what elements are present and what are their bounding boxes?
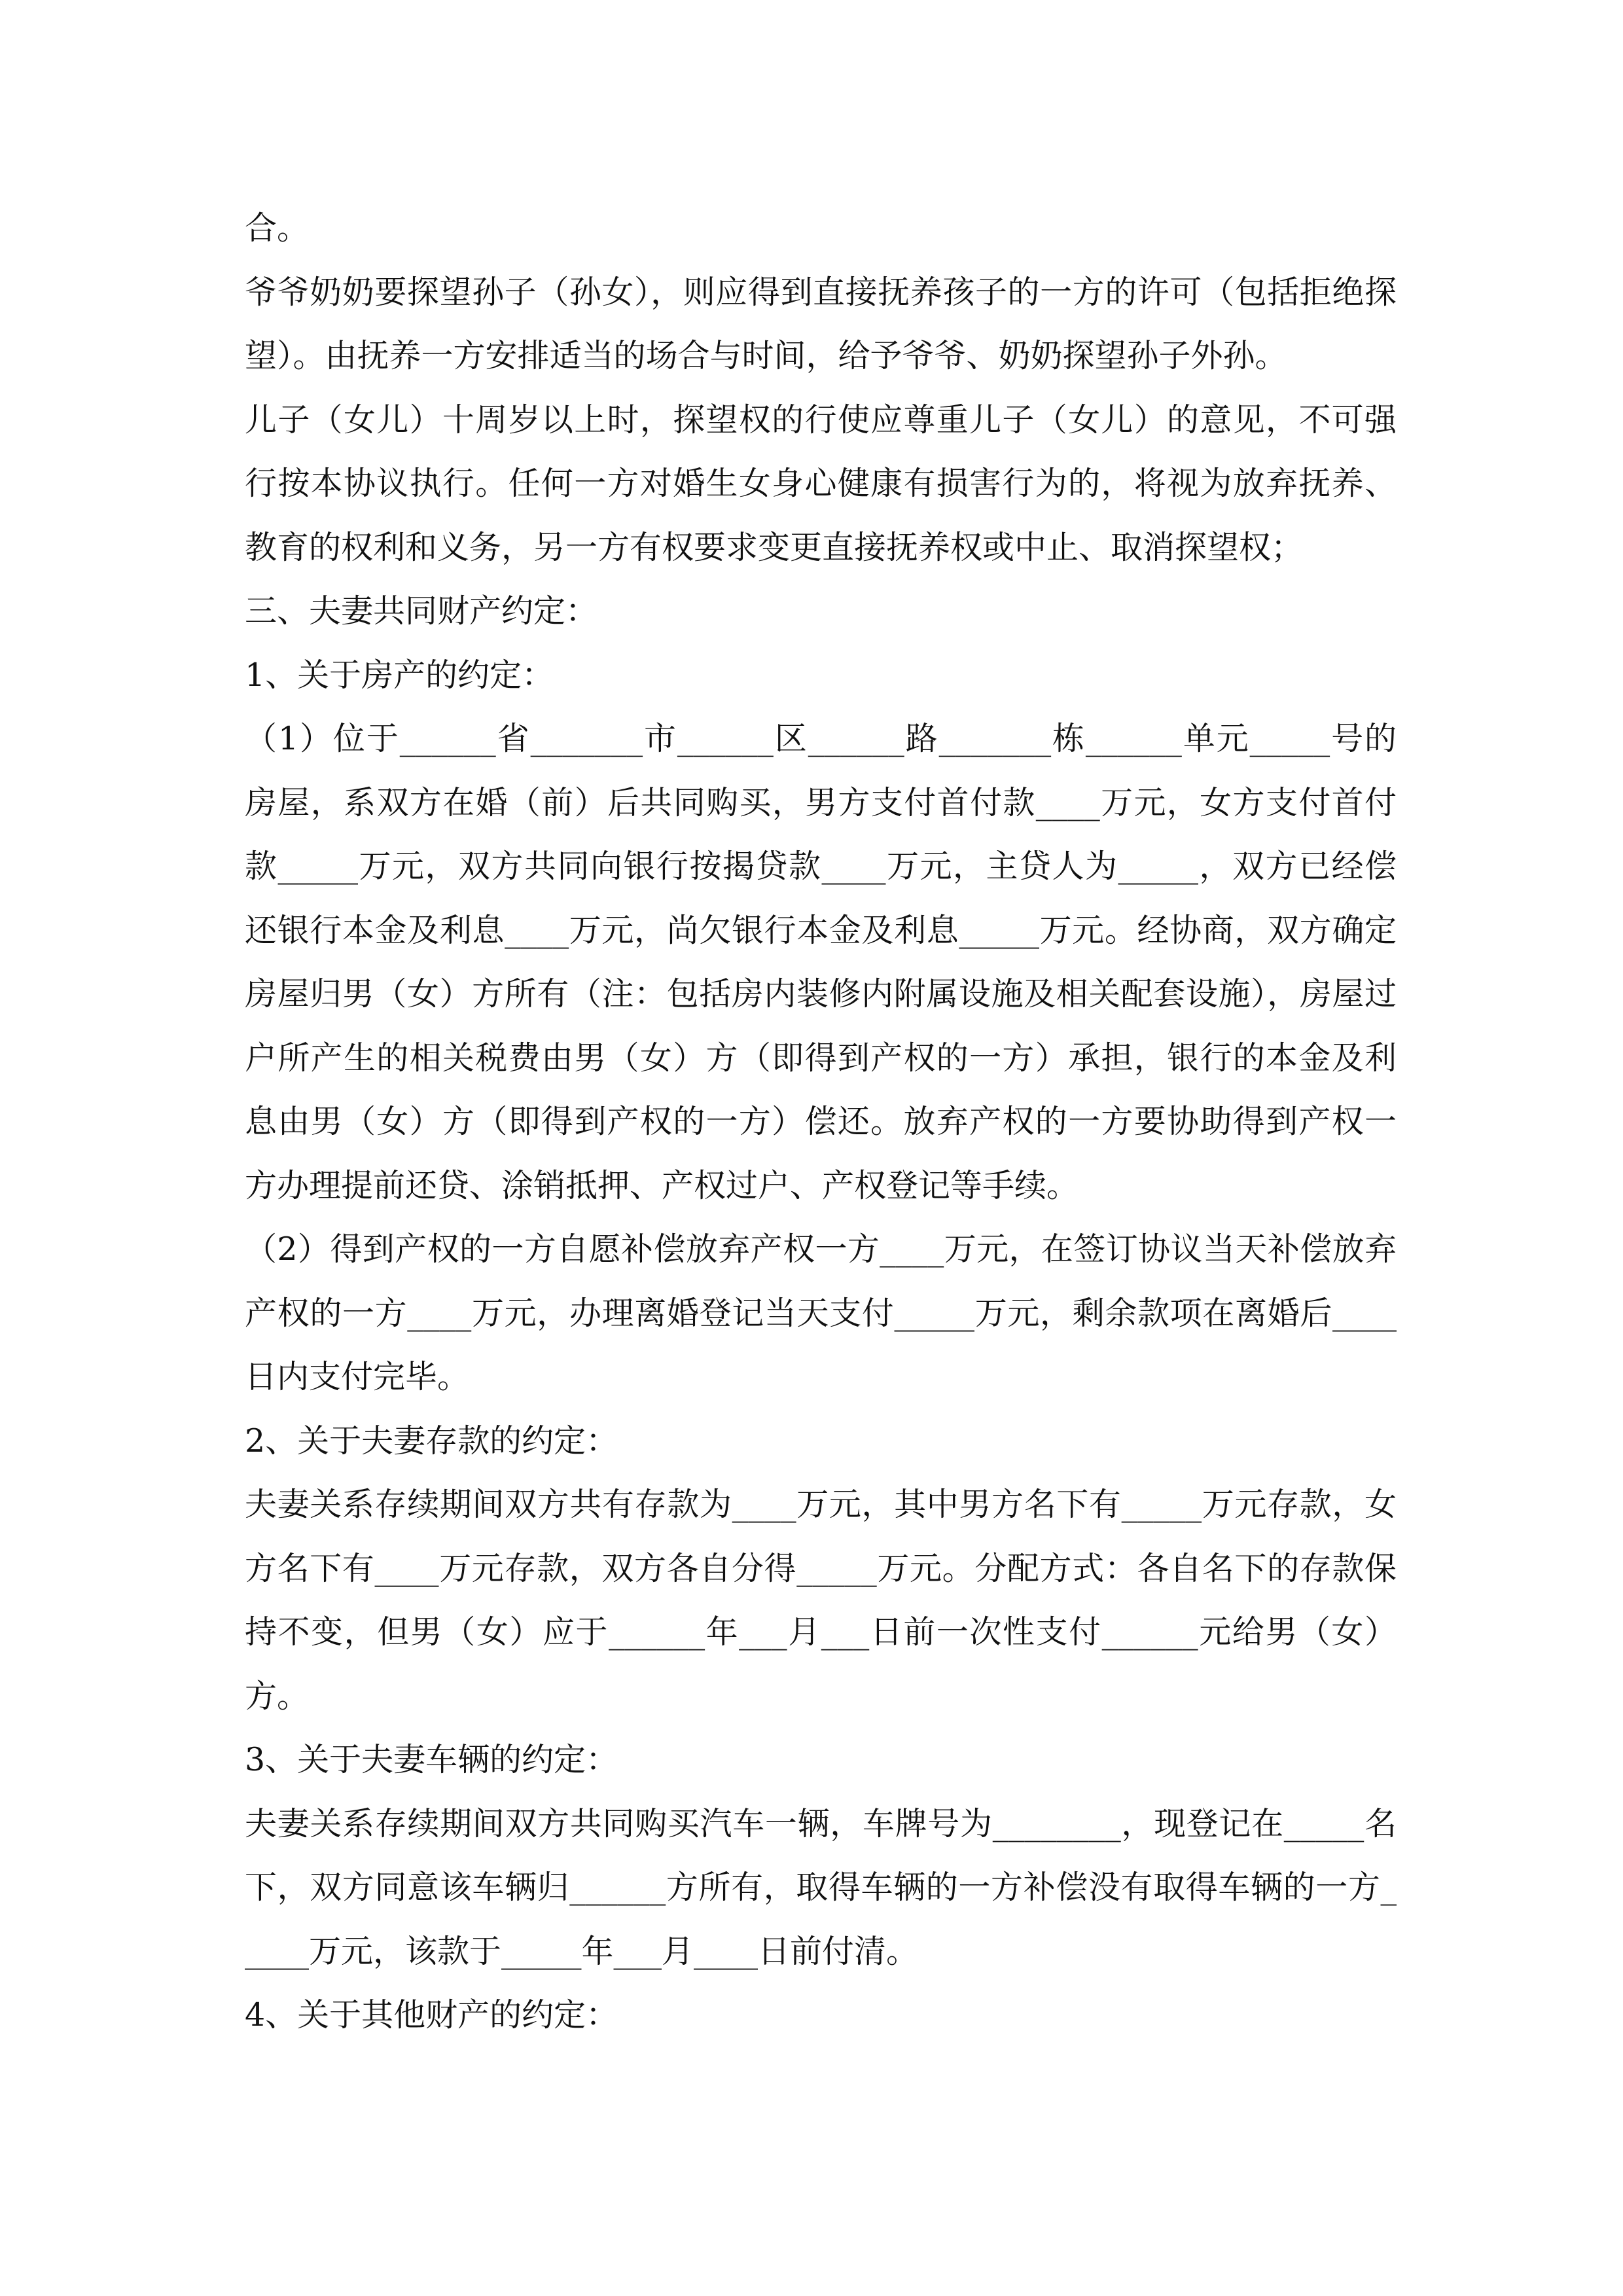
subheading-vehicles: 3、关于夫妻车辆的约定：	[245, 1741, 618, 1778]
subheading-other-property: 4、关于其他财产的约定：	[245, 1996, 618, 2034]
paragraph-fragment-end: 合。	[245, 209, 310, 247]
paragraph-grandparents-visitation: 爷爷奶奶要探望孙子（孙女），则应得到直接抚养孩子的一方的许可（包括拒绝探望）。由抚养一方安排适当的场合与时间，给予爷爷、奶奶探望孙子外孙。	[245, 273, 1397, 374]
section-heading-common-property: 三、夫妻共同财产约定：	[245, 592, 598, 630]
subheading-deposits: 2、关于夫妻存款的约定：	[245, 1422, 618, 1460]
subheading-real-estate: 1、关于房产的约定：	[245, 656, 554, 694]
paragraph-real-estate-1: （1）位于______省_______市______区______路_______栋______单元_____号的房屋，系双方在婚（前）后共同购买，男方支付首付款____万元，女方支付首付款_____万元，双方共同向银行按揭贷款____万元，主贷人为_____，双方已经偿还银行本金及利息____万元，尚欠银行本金及利息_____万元。经协商，双方确定房屋归男（女）方所有（注：包括房内装修内附属设施及相关配套设施），房屋过户所产生的相关税费由男（女）方（即得到产权的一方）承担，银行的本金及利息由男（女）方（即得到产权的一方）偿还。放弃产权的一方要协助得到产权一方办理提前还贷、涂销抵押、产权过户、产权登记等手续。	[245, 720, 1397, 1204]
paragraph-child-opinion: 儿子（女儿）十周岁以上时，探望权的行使应尊重儿子（女儿）的意见，不可强行按本协议执行。任何一方对婚生女身心健康有损害行为的，将视为放弃抚养、教育的权利和义务，另一方有权要求变更直接抚养权或中止、取消探望权；	[245, 401, 1397, 566]
document-body	[245, 196, 1397, 2047]
paragraph-deposits: 夫妻关系存续期间双方共有存款为____万元，其中男方名下有_____万元存款，女方名下有____万元存款，双方各自分得_____万元。分配方式：各自名下的存款保持不变，但男（女）应于______年___月___日前一次性支付______元给男（女）方。	[245, 1486, 1397, 1715]
paragraph-real-estate-2: （2）得到产权的一方自愿补偿放弃产权一方____万元，在签订协议当天补偿放弃产权的一方____万元，办理离婚登记当天支付_____万元，剩余款项在离婚后____日内支付完毕。	[245, 1230, 1397, 1395]
paragraph-vehicles: 夫妻关系存续期间双方共同购买汽车一辆，车牌号为________，现登记在_____名下，双方同意该车辆归______方所有，取得车辆的一方补偿没有取得车辆的一方_____万元，该款于_____年___月____日前付清。	[245, 1804, 1397, 1970]
